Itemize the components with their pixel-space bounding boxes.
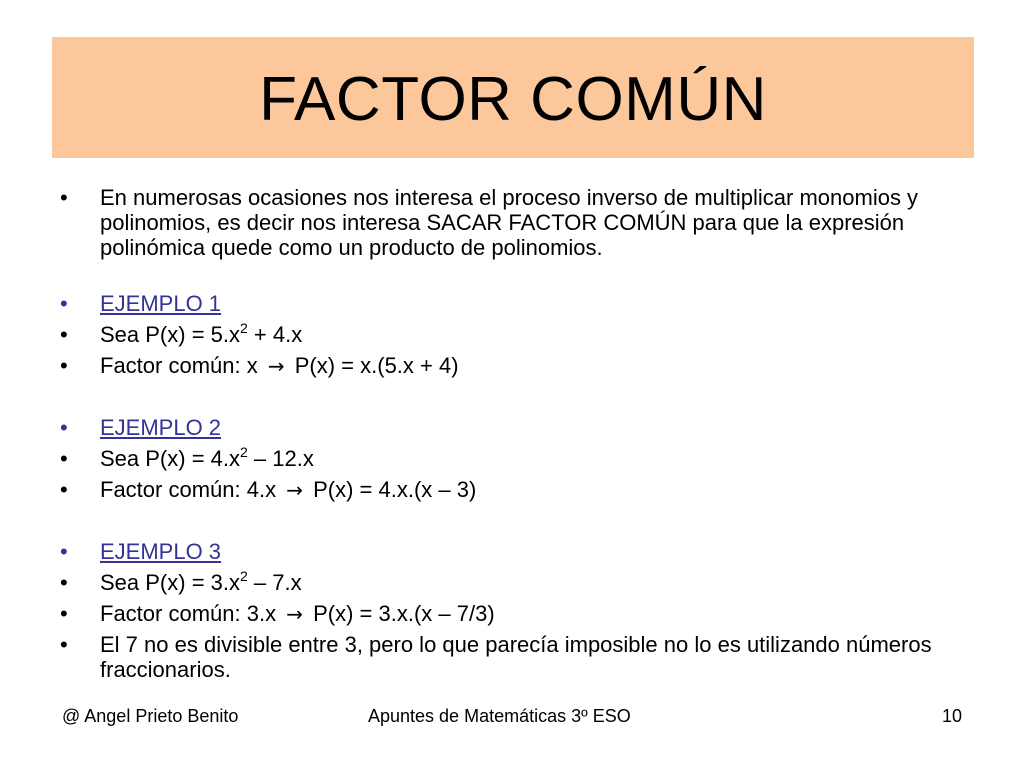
example-1-factor <box>60 353 980 384</box>
arrow-right-icon: → <box>286 478 303 502</box>
bullet-icon: • <box>60 570 68 595</box>
arrow-right-icon: → <box>267 354 285 378</box>
intro-text: En numerosas ocasiones nos interesa el proceso inverso de multiplicar monomios y polinomios, es decir nos interesa SACAR FACTOR COMÚN para que la expresión polinómica quede como un producto de polinomios. <box>100 185 919 260</box>
example-3-factor-label: Factor común: 3.x <box>100 601 277 626</box>
bullet-icon: • <box>60 291 68 316</box>
spacer <box>60 384 980 415</box>
arrow-right-icon: → <box>286 602 303 626</box>
example-2-heading[interactable] <box>60 415 980 446</box>
example-1-exponent: 2 <box>240 319 248 336</box>
slide-content <box>60 185 980 682</box>
bullet-icon: • <box>60 632 68 657</box>
example-2-factor-result: P(x) = 4.x.(x – 3) <box>313 477 477 502</box>
bullet-icon: • <box>60 353 68 378</box>
bullet-icon: • <box>60 477 68 502</box>
spacer <box>60 508 980 539</box>
example-3-exponent: 2 <box>240 567 248 584</box>
example-3-heading[interactable] <box>60 539 980 570</box>
example-2-exponent: 2 <box>240 443 248 460</box>
example-3-link[interactable]: EJEMPLO 3 <box>100 539 222 564</box>
example-2-factor-label: Factor común: 4.x <box>100 477 277 502</box>
bullet-icon: • <box>60 185 68 210</box>
spacer <box>60 260 980 291</box>
bullet-icon: • <box>60 601 68 626</box>
slide-title: FACTOR COMÚN <box>259 65 767 134</box>
example-3-sea-suffix: – 7.x <box>247 570 302 595</box>
example-3-polynomial <box>60 567 980 601</box>
example-1-sea-suffix: + 4.x <box>247 322 303 347</box>
example-2-sea-suffix: – 12.x <box>247 446 314 471</box>
note-text: El 7 no es divisible entre 3, pero lo que parecía imposible no lo es utilizando números fraccionarios. <box>100 632 932 682</box>
bullet-icon: • <box>60 322 68 347</box>
bullet-icon: • <box>60 446 68 471</box>
footer-page-number: 10 <box>942 706 963 726</box>
note-paragraph <box>60 632 980 682</box>
example-2-polynomial <box>60 443 980 477</box>
title-band <box>52 37 974 158</box>
example-2-factor <box>60 477 980 508</box>
example-3-factor-result: P(x) = 3.x.(x – 7/3) <box>313 601 495 626</box>
example-3-sea-prefix: Sea P(x) = 3.x <box>100 570 241 595</box>
example-1-sea-prefix: Sea P(x) = 5.x <box>100 322 241 347</box>
bullet-icon: • <box>60 539 68 564</box>
example-3-factor <box>60 601 980 632</box>
bullet-icon: • <box>60 415 68 440</box>
example-1-heading[interactable] <box>60 291 980 322</box>
example-2-link[interactable]: EJEMPLO 2 <box>100 415 222 440</box>
example-1-factor-result: P(x) = x.(5.x + 4) <box>294 353 459 378</box>
example-1-link[interactable]: EJEMPLO 1 <box>100 291 222 316</box>
footer-author: @ Angel Prieto Benito <box>62 706 239 726</box>
example-1-polynomial <box>60 319 980 353</box>
example-2-sea-prefix: Sea P(x) = 4.x <box>100 446 241 471</box>
intro-paragraph <box>60 185 980 260</box>
example-1-factor-label: Factor común: x <box>100 353 258 378</box>
footer-course: Apuntes de Matemáticas 3º ESO <box>368 706 631 726</box>
